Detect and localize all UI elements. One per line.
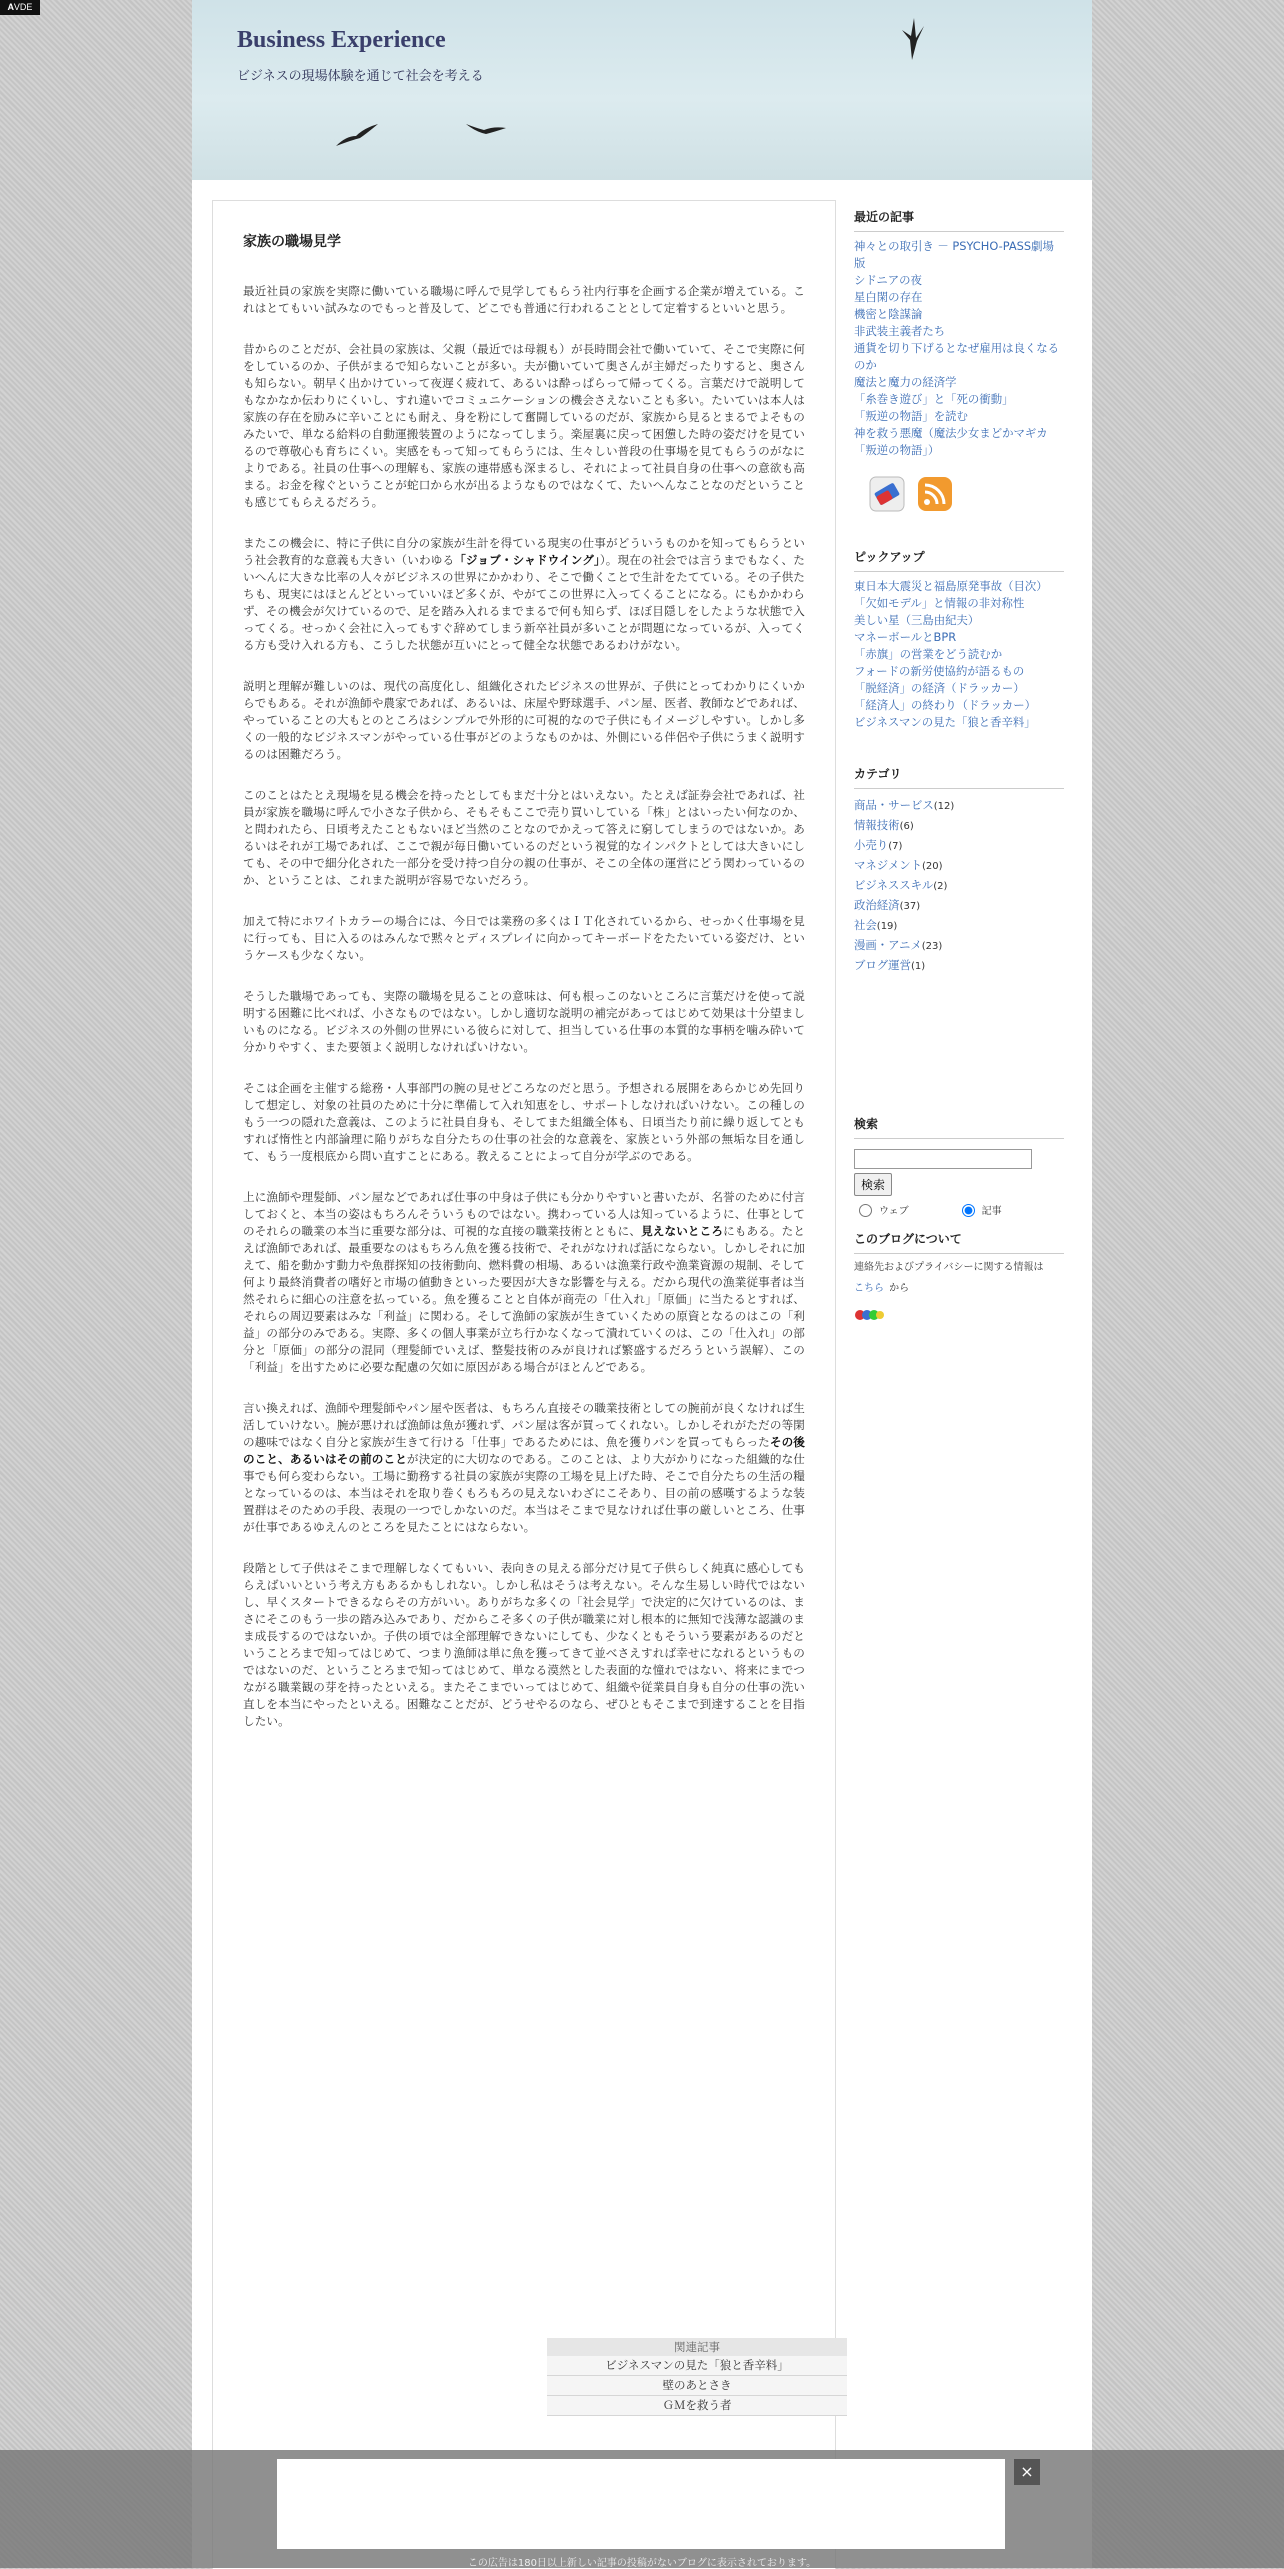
pickup-link[interactable]: 「欠如モデル」と情報の非対称性 [854, 596, 1025, 610]
category-item [854, 875, 1064, 895]
category-count: (12) [933, 801, 955, 812]
category-section [854, 765, 1064, 975]
bold-phrase: 「ジョブ・シャドウイング」 [454, 553, 600, 567]
counter-badge-icon[interactable] [854, 1307, 884, 1323]
site-tagline: ビジネスの現場体験を通じて社会を考える [237, 68, 484, 83]
bold-phrase: 見えないところ [641, 1224, 724, 1238]
search-section [854, 1115, 1064, 1217]
about-link-suffix: から [889, 1283, 910, 1294]
about-title: このブログについて [854, 1230, 1064, 1254]
site-title[interactable]: Business Experience [237, 27, 446, 53]
related-articles [547, 2338, 847, 2416]
post-title[interactable]: 家族の職場見学 [243, 234, 341, 250]
category-count: (2) [933, 881, 948, 892]
search-scope-web-label: ウェブ [879, 1205, 909, 1217]
pickup-link[interactable]: マネーボールとBPR [854, 630, 957, 644]
post-paragraph: 段階として子供はそこまで理解しなくてもいい、表向きの見える部分だけ見て子供らしく純真に感心してもらえばいいという考え方もあるかもしれない。しかし私はそうは考えない。そんな生易しい時代ではないし、早くスタートできるならその方がいい。ありがちな多くの「社会見学」で決定的に欠けているのは、まさにそこのもう一歩の踏み込みであり、だからこそ多くの子供が職業に対し根本的に無知で浅薄な認識のまま成長するのではないか。子供の頃では全部理解できないにしても、少なくともそういう要素があるのだということろまで知ってはじめて、つまり漁師は単に魚を獲ってきて並べさえすれば幸せになれるというものではないのだ、ということろまで知ってはじめて、単なる漠然とした表面的な憧れではない、将来にまでつながる職業観の芽を持ったといえる。またそこまでいってはじめて、組織や従業員自身も自分の仕事の洗い直しを本当にやったといえる。困難なことだが、どうせやるのなら、ぜひともそこまで到達することを目指したい。 [243, 1561, 806, 1728]
bold-phrase: その後のこと、あるいはその前のこと [243, 1435, 805, 1466]
related-item[interactable]: ビジネスマンの見た「狼と香辛料」 [547, 2356, 847, 2376]
bird-icon [334, 122, 380, 148]
search-input[interactable] [854, 1149, 1032, 1169]
category-item [854, 795, 1064, 815]
bookmark-icon[interactable] [868, 475, 906, 513]
search-scope-blog-label: 記事 [981, 1205, 1002, 1217]
category-title: カテゴリ [854, 765, 1064, 789]
about-section [854, 1230, 1064, 1327]
category-link[interactable]: 漫画・アニメ [854, 938, 922, 952]
category-count: (7) [888, 841, 903, 852]
post-paragraph: そこは企画を主催する総務・人事部門の腕の見せどころなのだと思う。予想される展開をあらかじめ先回りして想定し、対象の社員のために十分に準備して入れ知恵をし、サポートしなければいけない。この種しのもう一つの隠れた意義は、このように社員自身も、そしてまた組織全体も、日頃当たり前に繰り返してともすれば惰性と内部論理に陥りがちな自分たちの仕事の社会的な意義を、家族という外部の無垢な目を通して、もう一度根底から問い直すことにある。教えることによって自分が学ぶのである。 [243, 1081, 805, 1163]
rss-icon[interactable] [916, 475, 954, 513]
about-link[interactable]: こちら [854, 1283, 884, 1294]
related-item[interactable]: 壁のあとさき [547, 2376, 847, 2396]
category-item [854, 895, 1064, 915]
ad-banner[interactable] [277, 2459, 1005, 2549]
category-count: (23) [921, 941, 943, 952]
page-container [192, 0, 1092, 2568]
pickup-link[interactable]: 「赤旗」の営業をどう読むか [854, 647, 1003, 661]
category-link[interactable]: 小売り [854, 838, 889, 852]
feed-icons [854, 473, 1064, 517]
category-link[interactable]: 情報技術 [854, 818, 900, 832]
post-paragraph: 上に漁師や理髪師、パン屋などであれば仕事の中身は子供にも分かりやすいと書いたが、名誉のために付言しておくと、本当の姿はもちろんそういうものではない。携わっている人は知っているように、仕事としてのそれらの職業の本当に重要な部分は、可視的な直接の職業技術とともに、見えないところにもある。たとえば漁師であれば、最重要なのはもちろん魚を獲る技術で、それがなければ話にならない。しかしそれに加えて、船を動かす動力や魚群探知の技術動向、燃料費の相場、あるいは漁業行政や漁業資源の規制、そして何より最終消費者の嗜好と市場の値動きといった要因が大きな影響を与える。だから現代の漁業従事者は当然それらに細心の注意を払っている。魚を獲ることと自体が商売の「仕入れ」「原価」に当たるとすれば、それらの周辺要素はみな「利益」に関わる。そして漁師の家族が生きていくための原資となるのはこの「利益」の部分のみである。実際、多くの個人事業が立ち行かなくなって潰れていくのは、この「仕入れ」の部分と「原価」の部分の混同（理髪師でいえば、整髪技術のみが良ければ繁盛するだろうという誤解）、この「利益」を出すために必要な配慮の欠如に原因がある場合がほとんどである。 [243, 1190, 806, 1374]
related-item[interactable]: ＧＭを救う者 [547, 2396, 847, 2416]
ad-overlay [0, 2450, 1284, 2568]
about-text: 連絡先およびプライバシーに関する情報は [854, 1262, 1044, 1273]
recent-post-link[interactable]: 神を救う悪魔（魔法少女まどかマギカ「叛逆の物語」） [854, 426, 1048, 457]
category-item [854, 835, 1064, 855]
search-scope-web-radio[interactable] [859, 1204, 872, 1217]
post-paragraph: 最近社員の家族を実際に働いている職場に呼んで見学してもらう社内行事を企画する企業が増えている。これはとてもいい試みなのでもっと普及して、どこでも普通に行われることとして定着するといいと思う。 [243, 284, 805, 315]
recent-post-link[interactable]: 「叛逆の物語」を読む [854, 409, 968, 423]
category-item [854, 935, 1064, 955]
pickup-link[interactable]: 「脱経済」の経済（ドラッカー） [854, 681, 1025, 695]
pickup-link[interactable]: ビジネスマンの見た「狼と香辛料」 [854, 715, 1036, 729]
related-header: 関連記事 [547, 2338, 847, 2356]
post-paragraph: このことはたとえ現場を見る機会を持ったとしてもまだ十分とはいえない。たとえば証券会社であれば、社員が家族を職場に呼んで小さな子供から、そもそもここで売り買いしている「株」とはいったい何なのか、と問われたら、日頃考えたこともないほど当然のことなのでかえって答えに窮してしまうのではないか。あるいはそれが工場であれば、ここで親が毎日働いているのだという視覚的なインパクトとしては大きいにしても、その中で細分化された一部分を受け持つ自分の親の仕事が、そこの全体の運営にどう関わっているのか、ということは、これまた説明が容易でないだろう。 [243, 788, 805, 887]
post-paragraph: 説明と理解が難しいのは、現代の高度化し、組織化されたビジネスの世界が、子供にとってわかりにくいからでもある。それが漁師や農家であれば、あるいは、床屋や野球選手、パン屋、医者、教師などであれば、やっていることの大もとのところはシンプルで外形的に可視的なので子供にもイメージしやすい。しかし多くの一般的なビジネスマンがやっている仕事がどのようなものかは、外側にいる伴侶や子供にうまく説明するのは困難だろう。 [243, 679, 805, 761]
recent-post-link[interactable]: 神々との取引き － PSYCHO-PASS劇場版 [854, 239, 1054, 270]
recent-post-link[interactable]: 機密と陰謀論 [854, 307, 923, 321]
main-content [212, 200, 836, 2569]
corner-logo[interactable]: 𝐀VDE [0, 0, 40, 15]
category-link[interactable]: ブログ運営 [854, 958, 911, 972]
recent-post-link[interactable]: 非武装主義者たち [854, 324, 946, 338]
pickup-link[interactable]: 美しい星（三島由紀夫） [854, 613, 980, 627]
close-icon[interactable]: × [1014, 2459, 1040, 2485]
category-count: (37) [899, 901, 921, 912]
search-scope-blog-radio[interactable] [962, 1204, 975, 1217]
pickup-title: ピックアップ [854, 548, 1064, 572]
search-button[interactable]: 検索 [854, 1173, 892, 1196]
category-link[interactable]: 商品・サービス [854, 798, 934, 812]
pickup-link[interactable]: 「経済人」の終わり（ドラッカー） [854, 698, 1037, 712]
pickup-section [854, 548, 1064, 731]
bird-icon [464, 120, 508, 140]
category-count: (1) [910, 961, 926, 972]
recent-post-link[interactable]: 魔法と魔力の経済学 [854, 375, 957, 389]
recent-posts-title: 最近の記事 [854, 208, 1064, 232]
search-title: 検索 [854, 1115, 1064, 1139]
category-count: (19) [876, 921, 898, 932]
bird-icon [898, 16, 928, 60]
category-item [854, 955, 1064, 975]
site-header [192, 0, 1092, 180]
category-item [854, 815, 1064, 835]
category-link[interactable]: マネジメント [854, 858, 923, 872]
post-body [243, 283, 805, 1754]
pickup-link[interactable]: フォードの新労使協約が語るもの [854, 664, 1025, 678]
category-count: (6) [899, 821, 914, 832]
category-link[interactable]: 社会 [854, 918, 877, 932]
category-item [854, 855, 1064, 875]
post-paragraph: そうした職場であっても、実際の職場を見ることの意味は、何も根っこのないところに言葉だけを使って説明する困難に比べれば、小さなものではない。しかし適切な説明の補完があってはじめて効果は十分望ましいものになる。ビジネスの外側の世界にいる彼らに対して、担当している仕事の本質的な事柄を噛み砕いて分かりやすく、また要領よく説明しなければいけない。 [243, 989, 805, 1054]
post-paragraph: 加えて特にホワイトカラーの場合には、今日では業務の多くはＩＴ化されているから、せっかく仕事場を見に行っても、目に入るのはみんなで黙々とディスプレイに向かってキーボードをたたいている姿だけ、というケースも少なくない。 [243, 914, 805, 962]
category-link[interactable]: ビジネススキル [854, 878, 934, 892]
post-paragraph: またこの機会に、特に子供に自分の家族が生計を得ている現実の仕事がどういうものかを知ってもらうという社会教育的な意義も大きい（いわゆる「ジョブ・シャドウイング」）。現在の社会では言うまでもなく、たいへんに大きな比率の人々がビジネスの世界にかかわり、そこで働くことで生計をたてている。その子供たちも、現実にはほとんどといっていいほど多くが、やがてこの世界に入ってくることになる。にもかかわらず、その機会が欠けているので、足を踏み入れるまでまるで何も知らず、ほぼ目隠しをしたような状態で入ってくる。せっかく会社に入ってもすぐ辞めてしまう新卒社員が多いことが問題になっているが、入ってくる方も受け入れる方も、こうした状態が互いにとって健全な状態であるわけがない。 [243, 536, 805, 652]
recent-posts-section [854, 208, 1064, 517]
post-paragraph: 言い換えれば、漁師や理髪師やパン屋や医者は、もちろん直接その職業技術としての腕前が良くなければ生活していけない。腕が悪ければ漁師は魚が獲れず、パン屋は客が買ってくれない。しかしそれがただの等閑の趣味ではなく自分と家族が生きて行ける「仕事」であるためには、魚を獲りパンを買ってもらったその後のこと、あるいはその前のことが決定的に大切なのである。このことは、より大がかりになった組織的な仕事でも何ら変わらない。工場に勤務する社員の家族が実際の工場を見上げた時、そこで自分たちの生活の糧となっているのは、本当はそれを取り巻くもろもろの見えないわざにこそあり、目の前の感嘆するような装置群はそのための手段、表現の一つでしかないのだ。本当はそこまで見なければ仕事の厳しいところ、仕事が仕事であるゆえんのところを見たことにはならない。 [243, 1401, 805, 1534]
recent-post-link[interactable]: 通貨を切り下げるとなぜ雇用は良くなるのか [854, 341, 1060, 372]
recent-post-link[interactable]: 「糸巻き遊び」と「死の衝動」 [854, 392, 1014, 406]
category-link[interactable]: 政治経済 [854, 898, 900, 912]
category-count: (20) [922, 861, 943, 872]
ad-note: この広告は180日以上新しい記事の投稿がないブログに表示されております。 [467, 2558, 817, 2569]
recent-post-link[interactable]: 星白閑の存在 [854, 290, 923, 304]
post-paragraph: 昔からのことだが、会社員の家族は、父親（最近では母親も）が長時間会社で働いていて、そこで実際に何をしているのか、子供がまるで知らないことが多い。夫が働いていて奥さんが主婦だったりすると、奥さんも知らない。朝早く出かけていって夜遅く疲れて、あるいは酔っぱらって帰ってくる。言葉だけで説明してもなかなか伝わりにくいし、すれ違いでコミュニケーションの機会さえないことも多い。たいていは本人は家族の存在を励みに辛いことにも耐え、身を粉にして奮闘しているのだが、家族から見るとまるでよそものみたいで、単なる給料の自動運搬装置のようになってしまう。楽屋裏に戻って困憊した時の姿だけを見ているので尊敬心も育ちにくい。実感をもって知ってもらうには、生々しい普段の仕事場を見てもらうのがなによりである。社員の仕事への理解も、家族の連帯感も深まるし、それによって社員自身の仕事への意欲も高まる。お金を稼ぐということが蛇口から水が出るようなものではなくて、たいへんなことなのだということも感じてもらえるだろう。 [243, 342, 805, 509]
category-item [854, 915, 1064, 935]
recent-post-link[interactable]: シドニアの夜 [854, 273, 922, 287]
pickup-link[interactable]: 東日本大震災と福島原発事故（目次） [854, 579, 1048, 593]
